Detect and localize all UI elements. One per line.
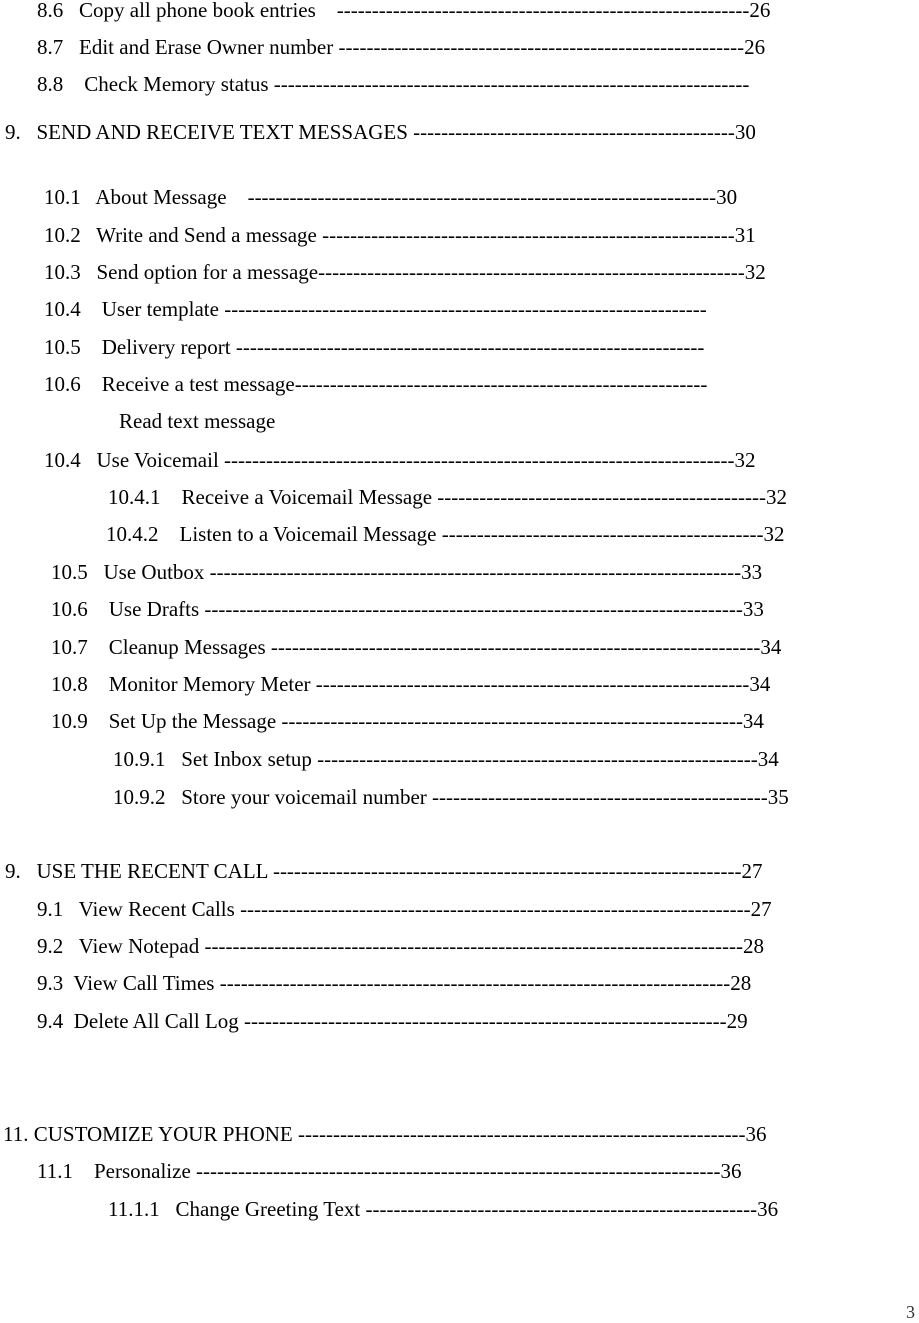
toc-entry: 10.9.1 Set Inbox setup ---------------------------------------------------------------34 [113, 747, 779, 771]
toc-entry: 8.7 Edit and Erase Owner number ----------------------------------------------------------26 [37, 35, 766, 59]
toc-entry: 10.1 About Message -------------------------------------------------------------------30 [44, 185, 738, 209]
toc-entry: 10.4 User template --------------------------------------------------------------------- [44, 297, 707, 321]
toc-entry: 10.9 Set Up the Message ------------------------------------------------------------------34 [51, 709, 764, 733]
toc-entry: Read text message [119, 409, 276, 433]
toc-entry: 9.2 View Notepad -----------------------------------------------------------------------------28 [37, 934, 764, 958]
toc-entry: 8.6 Copy all phone book entries -----------------------------------------------------------26 [37, 0, 771, 22]
toc-entry: 10.6 Use Drafts -----------------------------------------------------------------------------33 [51, 597, 764, 621]
toc-entry: 9.4 Delete All Call Log ---------------------------------------------------------------------29 [37, 1009, 748, 1033]
toc-entry: 10.4.2 Listen to a Voicemail Message ----------------------------------------------32 [106, 522, 785, 546]
toc-entry: 10.5 Delivery report ------------------------------------------------------------------- [44, 335, 705, 359]
toc-entry: 8.8 Check Memory status -------------------------------------------------------------------- [37, 72, 750, 96]
toc-entry: 11.1.1 Change Greeting Text --------------------------------------------------------36 [108, 1197, 779, 1221]
toc-entry: 10.5 Use Outbox ----------------------------------------------------------------------------33 [51, 560, 763, 584]
toc-entry: 9. USE THE RECENT CALL -------------------------------------------------------------------27 [5, 859, 763, 883]
toc-entry: 10.4.1 Receive a Voicemail Message -----------------------------------------------32 [108, 485, 787, 509]
toc-entry: 10.8 Monitor Memory Meter --------------------------------------------------------------34 [51, 672, 771, 696]
toc-entry: 11. CUSTOMIZE YOUR PHONE ----------------------------------------------------------------36 [3, 1122, 767, 1146]
page-number: 3 [906, 1302, 915, 1322]
toc-entry: 10.3 Send option for a message-------------------------------------------------------------32 [44, 260, 766, 284]
toc-entry: 9.3 View Call Times -------------------------------------------------------------------------28 [37, 971, 752, 995]
toc-entry: 10.2 Write and Send a message -----------------------------------------------------------31 [44, 223, 756, 247]
toc-entry: 10.6 Receive a test message----------------------------------------------------------- [44, 372, 708, 396]
toc-entry: 10.9.2 Store your voicemail number ------------------------------------------------35 [113, 785, 789, 809]
toc-entry: 11.1 Personalize ---------------------------------------------------------------------------36 [37, 1159, 742, 1183]
toc-entry: 10.4 Use Voicemail -------------------------------------------------------------------------32 [44, 448, 756, 472]
toc-entry: 9.1 View Recent Calls -------------------------------------------------------------------------27 [37, 897, 772, 921]
toc-entry: 9. SEND AND RECEIVE TEXT MESSAGES ----------------------------------------------30 [5, 120, 756, 144]
toc-entry: 10.7 Cleanup Messages ----------------------------------------------------------------------34 [51, 635, 782, 659]
